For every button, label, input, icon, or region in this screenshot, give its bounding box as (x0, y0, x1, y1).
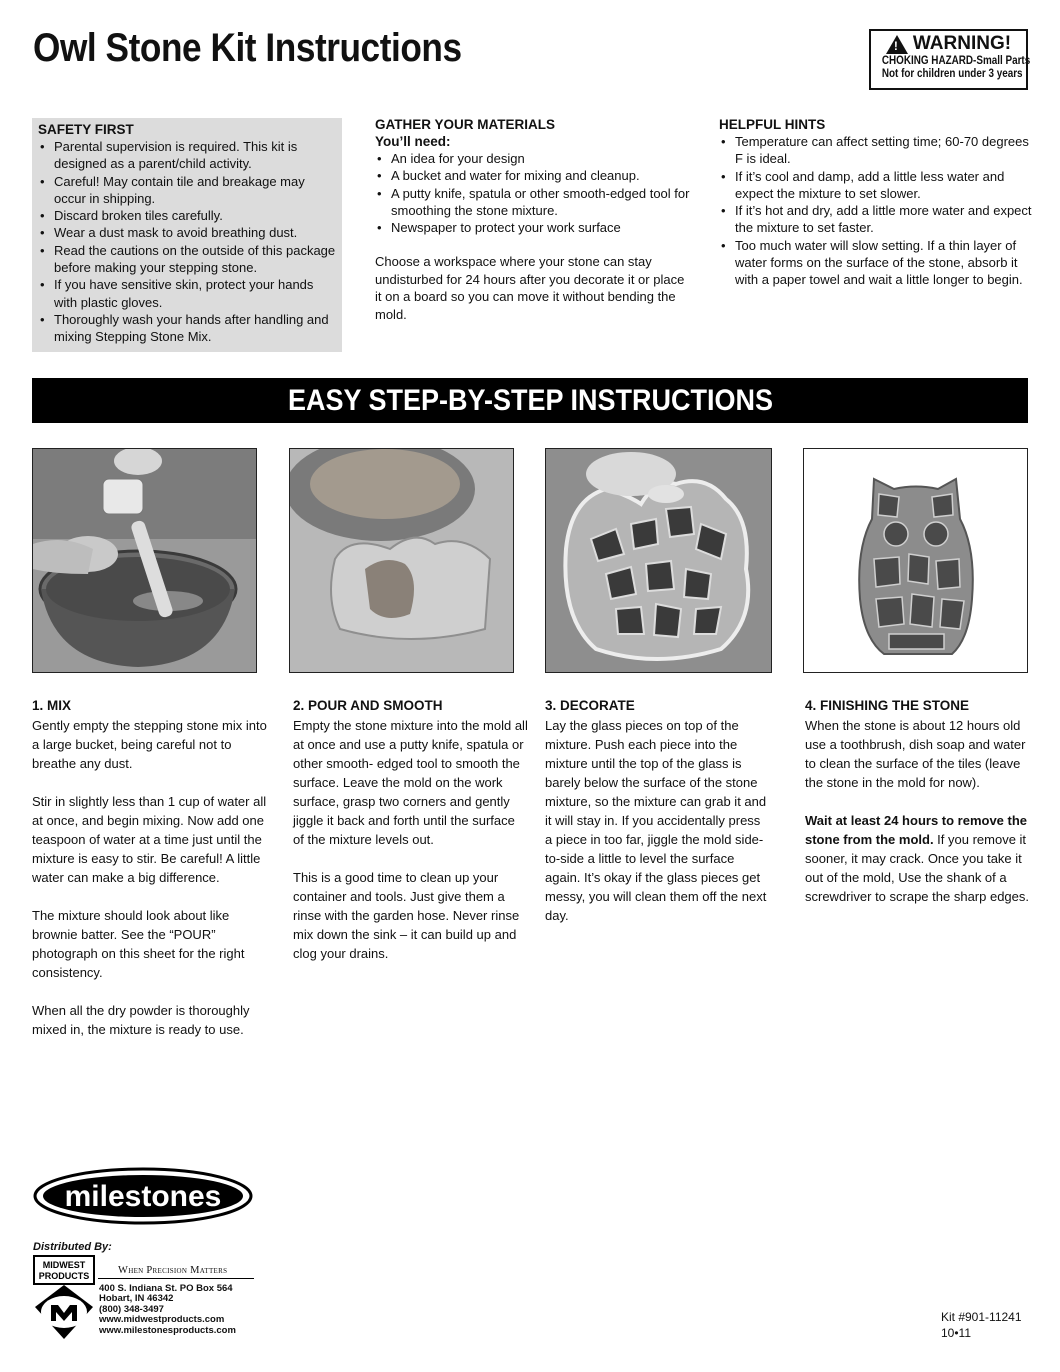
list-item: • If it’s cool and damp, add a little less water and expect the mixture to set slower. (719, 168, 1034, 203)
step-paragraph: Empty the stone mixture into the mold all at once and use a putty knife, spatula or other smooth- edged tool to smooth the surface. Leave the mold on the work surface, grasp two corners and gently jiggle it back and forth until the surface of the mixture levels out. (293, 718, 528, 847)
kit-info (941, 1309, 1022, 1341)
list-item: • Parental supervision is required. This kit is designed as a parent/child activity. (38, 138, 336, 173)
warning-line-1: CHOKING HAZARD-Small Parts (881, 55, 1031, 67)
list-item: • If you have sensitive skin, protect your hands with plastic gloves. (38, 276, 336, 311)
warning-line-2: Not for children under 3 years (881, 68, 1023, 80)
distributed-by-label: Distributed By: (33, 1241, 112, 1253)
list-item: • Too much water will slow setting. If a thin layer of water forms on the surface of the stone, absorb it with a paper towel and wait a little longer to begin. (719, 237, 1034, 289)
tagline-divider (98, 1278, 254, 1279)
step-paragraph: Lay the glass pieces on top of the mixture. Push each piece into the mixture until the top of the glass is barely below the surface of the stone mixture, so the mixture can grab it and it will stay in. If you accidentally press a piece in too far, jiggle the mold side-to-side a little to level the surface again. It’s okay if the glass pieces get messy, you will clean them off the next day. (545, 718, 767, 923)
kit-number: Kit #901-11241 (941, 1310, 1022, 1324)
finished-stone-photo (803, 448, 1028, 673)
company-tagline: When Precision Matters (118, 1265, 228, 1276)
mix-photo (32, 448, 257, 673)
website-link: www.milestonesproducts.com (99, 1324, 236, 1336)
materials-subheading: You’ll need: (375, 134, 451, 149)
list-item: • Newspaper to protect your work surface (375, 219, 690, 236)
step-heading: 1. MIX (32, 698, 72, 713)
hints-heading: HELPFUL HINTS (719, 117, 826, 132)
step-paragraph (805, 811, 1031, 906)
company-address (99, 1284, 236, 1336)
address-line: Hobart, IN 46342 (99, 1293, 174, 1305)
step-heading: 4. FINISHING THE STONE (805, 698, 970, 713)
page-title: Owl Stone Kit Instructions (33, 26, 462, 70)
milestones-logo (33, 1167, 253, 1225)
phone-number: (800) 348-3497 (99, 1303, 164, 1315)
list-item: • If it’s hot and dry, add a little more water and expect the mixture to set faster. (719, 202, 1034, 237)
step-paragraph-rest: If you remove it sooner, it may crack. Once you take it out of the mold, Use the shank of a screwdriver to scrape the sharp edges. (805, 832, 1029, 904)
list-item: • Thoroughly wash your hands after handling and mixing Stepping Stone Mix. (38, 311, 336, 346)
brand-name: milestones (64, 1180, 222, 1213)
warning-header (871, 33, 1026, 55)
logo-text-line-1: MIDWEST (42, 1260, 86, 1270)
warning-title: WARNING! (912, 33, 1012, 54)
step-pour-and-smooth (293, 697, 528, 963)
list-item: • An idea for your design (375, 150, 690, 167)
date-code: 10•11 (941, 1326, 972, 1340)
step-mix (32, 697, 267, 1039)
step-paragraph: Stir in slightly less than 1 cup of water all at once, and begin mixing. Now add one teaspoon of water at a time just until the mixture is easy to stir. Be careful! A little water can make a big difference. (32, 794, 267, 885)
step-paragraph: The mixture should look about like brownie batter. See the “POUR” photograph on this sheet for the right consistency. (32, 908, 245, 980)
list-item: • Careful! May contain tile and breakage may occur in shipping. (38, 173, 336, 208)
instructions-banner (32, 378, 1028, 423)
warning-box (869, 29, 1031, 90)
workspace-note: Choose a workspace where your stone can stay undisturbed for 24 hours after you decorate it or place it on a board so you can move it without bending the mold. (375, 254, 685, 322)
step-heading: 2. POUR AND SMOOTH (293, 698, 443, 713)
exclamation-triangle-icon: ! (886, 35, 908, 54)
hints-list (719, 133, 1034, 289)
list-item: • A putty knife, spatula or other smooth-edged tool for smoothing the stone mixture. (375, 185, 690, 220)
safety-list (38, 138, 336, 346)
materials-section (375, 117, 690, 323)
website-link: www.midwestproducts.com (99, 1314, 225, 1326)
list-item: • Temperature can affect setting time; 60-70 degrees F is ideal. (719, 133, 1034, 168)
pour-photo (289, 448, 514, 673)
materials-heading: GATHER YOUR MATERIALS (375, 117, 556, 132)
decorate-photo (545, 448, 772, 673)
midwest-products-logo (33, 1255, 95, 1340)
address-line: 400 S. Indiana St. PO Box 564 (99, 1283, 233, 1294)
bold-warning: Wait at least 24 hours to remove the stone from the mold. (805, 813, 1028, 847)
hints-section (719, 117, 1034, 289)
list-item: • A bucket and water for mixing and cleanup. (375, 167, 690, 184)
step-paragraph: Gently empty the stepping stone mix into a large bucket, being careful not to breathe any dust. (32, 718, 267, 771)
banner-text: EASY STEP-BY-STEP INSTRUCTIONS (287, 384, 773, 417)
step-decorate (545, 697, 771, 925)
step-finishing (805, 697, 1031, 906)
list-item: • Discard broken tiles carefully. (38, 207, 336, 224)
step-paragraph: When all the dry powder is thoroughly mixed in, the mixture is ready to use. (32, 1003, 250, 1037)
materials-list (375, 150, 690, 236)
safety-first-panel (32, 118, 342, 352)
list-item: • Wear a dust mask to avoid breathing dust. (38, 224, 336, 241)
list-item: • Read the cautions on the outside of this package before making your stepping stone. (38, 242, 336, 277)
step-paragraph: This is a good time to clean up your container and tools. Just give them a rinse with the garden hose. Never rinse mix down the sink – it can build up and clog your drains. (293, 870, 520, 961)
logo-text-line-2: PRODUCTS (38, 1271, 90, 1281)
step-paragraph: When the stone is about 12 hours old use a toothbrush, dish soap and water to clean the surface of the tiles (leave the stone in the mold for now). (805, 718, 1026, 790)
step-heading: 3. DECORATE (545, 698, 635, 713)
safety-heading: SAFETY FIRST (38, 122, 134, 137)
